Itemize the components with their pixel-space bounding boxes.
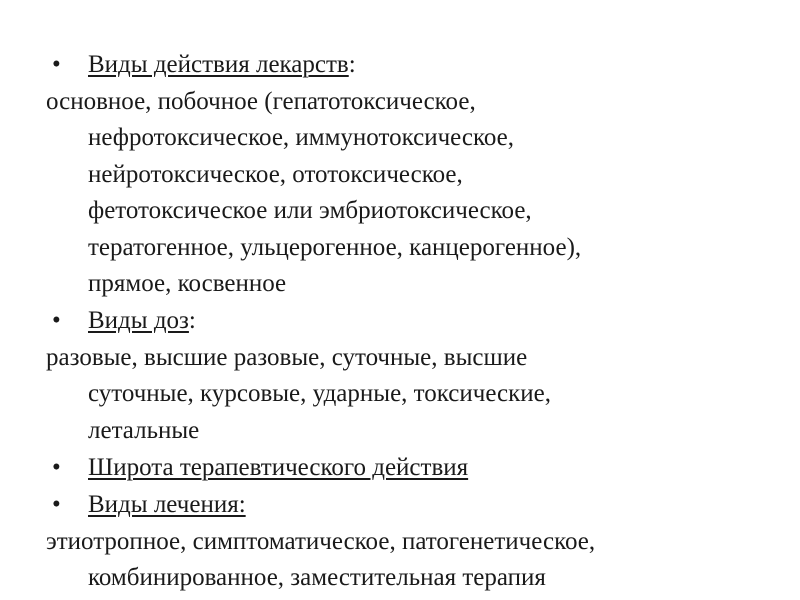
- text-line: прямое, косвенное: [88, 270, 287, 297]
- text-line: фетотоксическое или эмбриотоксическое,: [88, 197, 532, 224]
- bullet-dot: •: [52, 51, 61, 78]
- heading-suffix: :: [348, 51, 356, 78]
- heading-dose-types: Виды доз: [88, 307, 189, 334]
- bullet-dot: •: [52, 307, 61, 334]
- heading-drug-action: Виды действия лекарств: [88, 51, 349, 78]
- paragraph-drug-action: [0, 84, 800, 303]
- text-line: летальные: [88, 416, 200, 444]
- section-drug-action: [0, 47, 800, 303]
- text-line: комбинированное, заместительная терапия: [88, 564, 546, 591]
- bullet-item: [0, 303, 800, 340]
- section-dose-types: [0, 303, 800, 449]
- text-line: нейротоксическое, ототоксическое,: [88, 160, 463, 188]
- text-line: суточные, курсовые, ударные, токсические,: [88, 380, 552, 407]
- heading-suffix: :: [188, 307, 196, 334]
- section-treatment-types: [0, 487, 800, 597]
- heading-treatment-types: Виды лечения:: [88, 491, 246, 518]
- heading-therapeutic-width: Широта терапевтического действия: [88, 454, 469, 481]
- section-therapeutic-width: [0, 450, 800, 487]
- bullet-dot: •: [52, 454, 61, 481]
- text-line: тератогенное, ульцерогенное, канцерогенное),: [88, 233, 582, 261]
- paragraph-dose-types: [0, 340, 800, 450]
- bullet-item: [0, 487, 800, 524]
- bullet-dot: •: [52, 491, 61, 518]
- text-line: основное, побочное (гепатотоксическое,: [46, 87, 476, 115]
- text-line: разовые, высшие разовые, суточные, высшие: [46, 343, 528, 371]
- text-line: нефротоксическое, иммунотоксическое,: [88, 124, 514, 151]
- bullet-item: [0, 47, 800, 84]
- bullet-item: [0, 450, 800, 487]
- text-line: этиотропное, симптоматическое, патогенетическое,: [46, 527, 596, 555]
- paragraph-treatment-types: [0, 524, 800, 597]
